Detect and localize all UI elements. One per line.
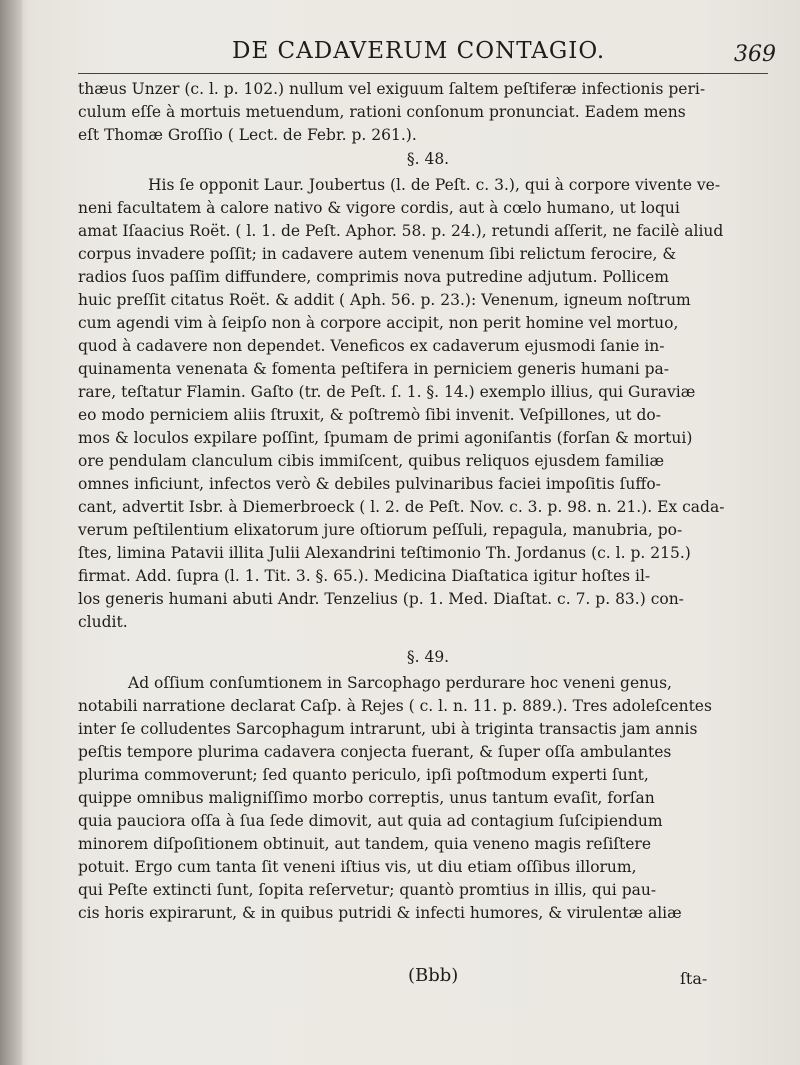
text-line: radios ſuos paſſim diffundere, comprimis nova putredine adjutum. Pollicem [78, 268, 670, 286]
text-line: cant, advertit Isbr. à Diemerbroeck ( l. 2. de Peſt. Nov. c. 3. p. 98. n. 21.). Ex cada- [78, 498, 725, 516]
text-line: notabili narratione declarat Caſp. à Rejes ( c. l. n. 11. p. 889.). Tres adoleſcentes [78, 697, 712, 715]
text-line: huic preſſit citatus Roët. & addit ( Aph. 56. p. 23.): Venenum, igneum noſtrum [78, 291, 691, 309]
text-line: Ad oſſium conſumtionem in Sarcophago perdurare hoc veneni genus, [128, 674, 672, 692]
body-text [78, 78, 778, 988]
text-line: qui Peſte extincti ſunt, ſopita reſervetur; quantò promtius in illis, qui pau- [78, 881, 657, 899]
page-footer [0, 965, 800, 1005]
text-line: plurima commoverunt; ſed quanto periculo, ipſi poſtmodum experti ſunt, [78, 766, 649, 784]
text-line: thæus Unzer (c. l. p. 102.) nullum vel exiguum ſaltem peſtiferæ infectionis peri- [78, 80, 706, 98]
text-line: quod à cadavere non dependet. Veneficos ex cadaverum ejusmodi ſanie in- [78, 337, 665, 355]
text-line: inter ſe colludentes Sarcophagum intrarunt, ubi à triginta transactis jam annis [78, 720, 698, 738]
text-line: minorem diſpoſitionem obtinuit, aut tandem, quia veneno magis reſiſtere [78, 835, 652, 853]
text-line: eſt Thomæ Groſſio ( Lect. de Febr. p. 261.). [78, 126, 417, 144]
page-header [0, 38, 800, 78]
text-line: peſtis tempore plurima cadavera conjecta fuerant, & ſuper oſſa ambulantes [78, 743, 672, 761]
header-rule [78, 73, 768, 74]
catchword: ſta- [680, 969, 708, 988]
text-line: cludit. [78, 613, 128, 631]
text-line: ſtes, limina Patavii illita Julii Alexandrini teſtimonio Th. Jordanus (c. l. p. 215.) [78, 544, 691, 562]
signature-mark: (Bbb) [408, 965, 459, 986]
text-line: cis horis expirarunt, & in quibus putridi & infecti humores, & virulentæ aliæ [78, 904, 682, 922]
binding-gutter [0, 0, 22, 1065]
text-line: verum peſtilentium elixatorum jure oſtiorum peſſuli, repagula, manubria, po- [78, 521, 683, 539]
running-title: DE CADAVERUM CONTAGIO. [232, 38, 606, 64]
text-line: omnes inficiunt, infectos verò & debiles pulvinaribus faciei impoſitis ſuffo- [78, 475, 661, 493]
text-line: His ſe opponit Laur. Joubertus (l. de Peſt. c. 3.), qui à corpore vivente ve- [148, 176, 721, 194]
text-line: mos & loculos expilare poſſint, ſpumam de primi agoniſantis (forſan & mortui) [78, 429, 693, 447]
text-line: culum eſſe à mortuis metuendum, rationi conſonum pronunciat. Eadem mens [78, 103, 686, 121]
text-line: firmat. Add. ſupra (l. 1. Tit. 3. §. 65.). Medicina Diaſtatica igitur hoſtes il- [78, 567, 651, 585]
text-line: corpus invadere poſſit; in cadavere autem venenum ſibi relictum ferocire, & [78, 245, 677, 263]
text-line: quia pauciora oſſa à ſua ſede dimovit, aut quia ad contagium ſuſcipiendum [78, 812, 663, 830]
text-line: neni facultatem à calore nativo & vigore cordis, aut à cœlo humano, ut loqui [78, 199, 680, 217]
text-line: potuit. Ergo cum tanta ſit veneni iſtius vis, ut diu etiam oſſibus illorum, [78, 858, 637, 876]
text-line: cum agendi vim à ſeipſo non à corpore accipit, non perit homine vel mortuo, [78, 314, 679, 332]
text-line: ore pendulam clanculum cibis immiſcent, quibus reliquos ejusdem familiæ [78, 452, 665, 470]
text-line: quinamenta venenata & fomenta peſtifera in perniciem generis humani pa- [78, 360, 670, 378]
text-line: amat Iſaacius Roët. ( l. 1. de Peſt. Aphor. 58. p. 24.), retundi aſſerit, ne facilè aliud [78, 222, 724, 240]
section-heading-48: §. 48. [406, 150, 450, 168]
text-line: eo modo perniciem aliis ſtruxit, & poſtremò ſibi invenit. Veſpillones, ut do- [78, 406, 661, 424]
text-line: rare, teſtatur Flamin. Gaſto (tr. de Peſt. ſ. 1. §. 14.) exemplo illius, qui Guraviæ [78, 383, 696, 401]
text-line: quippe omnibus maligniſſimo morbo correptis, unus tantum evaſit, forſan [78, 789, 655, 807]
section-heading-49: §. 49. [406, 648, 450, 666]
text-line: los generis humani abuti Andr. Tenzelius (p. 1. Med. Diaſtat. c. 7. p. 83.) con- [78, 590, 684, 608]
page-number: 369 [734, 42, 776, 67]
